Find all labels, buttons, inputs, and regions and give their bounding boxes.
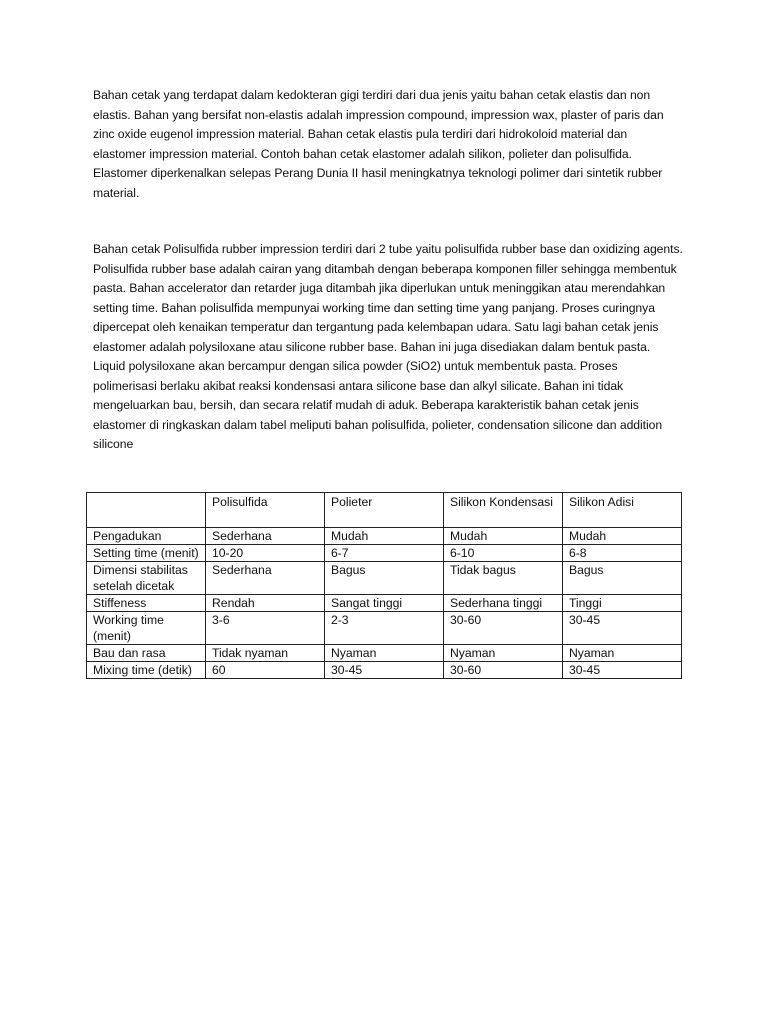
table-cell: Nyaman [443,645,562,662]
table-cell: 30-60 [443,612,562,645]
table-header-row [87,493,682,528]
table-cell: Sederhana [205,528,324,545]
table-cell: Mudah [443,528,562,545]
table-cell: 30-60 [443,662,562,679]
table-row [87,562,682,595]
table-cell: Bagus [562,562,681,595]
paragraph-intro: Bahan cetak yang terdapat dalam kedokteran gigi terdiri dari dua jenis yaitu bahan cetak elastis dan non elastis. Bahan yang bersifat non-elastis adalah impression compound, impression wax, plaster of paris dan zinc oxide eugenol impression material. Bahan cetak elastis pula terdiri dari hidrokoloid material dan elastomer impression material. Contoh bahan cetak elastomer adalah silikon, polieter dan polisulfida. Elastomer diperkenalkan selepas Perang Dunia II hasil meningkatnya teknologi polimer dari sintetik rubber material. [93,88,664,200]
header-cell: Polisulfida [205,493,324,528]
header-cell: Silikon Kondensasi [443,493,562,528]
table-cell: 30-45 [562,662,681,679]
table-cell: 6-10 [443,545,562,562]
row-label-cell: Mixing time (detik) [87,662,206,679]
header-cell: Polieter [324,493,443,528]
row-label-cell: Bau dan rasa [87,645,206,662]
table-row [87,595,682,612]
table-cell: 3-6 [205,612,324,645]
row-label-cell: Working time (menit) [87,612,206,645]
row-label-cell: Stiffeness [87,595,206,612]
paragraph-polysulfide: Bahan cetak Polisulfida rubber impression terdiri dari 2 tube yaitu polisulfida rubber base dan oxidizing agents. Polisulfida rubber base adalah cairan yang ditambah dengan beberapa komponen filler sehingga membentuk pasta. Bahan accelerator dan retarder juga ditambah jika diperlukan untuk meninggikan atau merendahkan setting time. Bahan polisulfida mempunyai working time dan setting time yang panjang. Proses curingnya dipercepat oleh kenaikan temperatur dan tergantung pada kelembapan udara. Satu lagi bahan cetak jenis elastomer adalah polysiloxane atau silicone rubber base. Bahan ini juga disediakan dalam bentuk pasta. Liquid polysiloxane akan bercampur dengan silica powder (SiO2) untuk membentuk pasta. Proses polimerisasi berlaku akibat reaksi kondensasi antara silicone base dan alkyl silicate. Bahan ini tidak mengeluarkan bau, bersih, dan secara relatif mudah di aduk. Beberapa karakteristik bahan cetak jenis elastomer di ringkaskan dalam tabel meliputi bahan polisulfida, polieter, condensation silicone dan addition silicone [93,242,683,451]
row-label-cell: Setting time (menit) [87,545,206,562]
table-cell: Sederhana [205,562,324,595]
table-cell: Sangat tinggi [324,595,443,612]
table-row [87,528,682,545]
row-label-cell: Pengadukan [87,528,206,545]
table-cell: Mudah [324,528,443,545]
table-cell: 30-45 [324,662,443,679]
table-cell: Tinggi [562,595,681,612]
row-label-cell: Dimensi stabilitas setelah dicetak [87,562,206,595]
table-cell: 30-45 [562,612,681,645]
table-row [87,612,682,645]
table-cell: 10-20 [205,545,324,562]
table-cell: Mudah [562,528,681,545]
table-cell: Rendah [205,595,324,612]
table-row [87,545,682,562]
table-cell: Tidak bagus [443,562,562,595]
header-cell: Silikon Adisi [562,493,681,528]
table-cell: Nyaman [562,645,681,662]
elastomer-comparison-table [86,492,682,679]
table-row [87,645,682,662]
table-cell: Tidak nyaman [205,645,324,662]
table-cell: 6-7 [324,545,443,562]
table-cell: 2-3 [324,612,443,645]
table-cell: 60 [205,662,324,679]
table-cell: 6-8 [562,545,681,562]
table-cell: Bagus [324,562,443,595]
table-cell: Nyaman [324,645,443,662]
table-row [87,662,682,679]
header-cell [87,493,206,528]
table-cell: Sederhana tinggi [443,595,562,612]
